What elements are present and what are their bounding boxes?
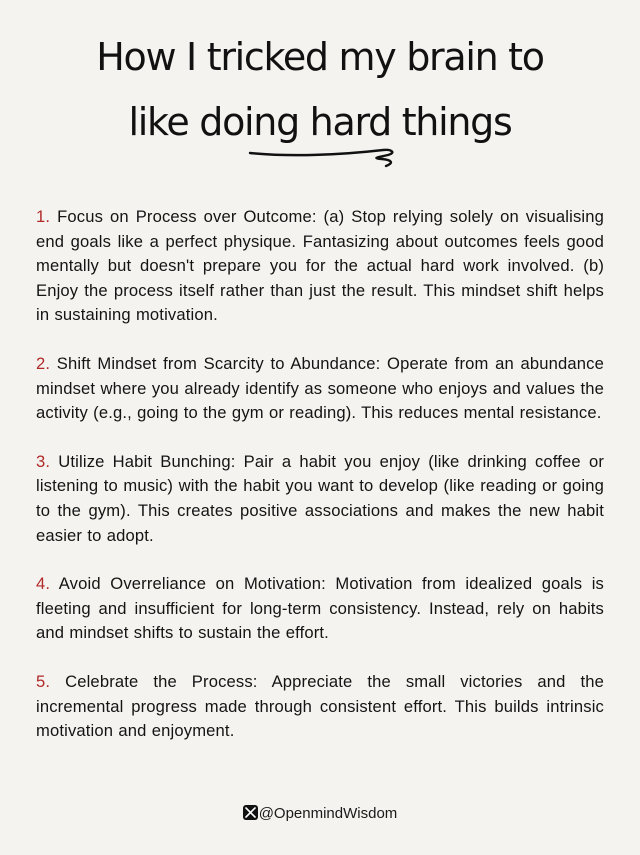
page-title-line-2: like doing hard things — [128, 100, 512, 144]
item-number: 4. — [36, 574, 51, 594]
item-number: 5. — [36, 671, 51, 691]
author-handle[interactable]: @OpenmindWisdom — [258, 805, 398, 822]
item-number: 3. — [36, 451, 51, 471]
title-underline-swoosh — [240, 141, 400, 177]
item-text: Utilize Habit Bunching: Pair a habit you enjoy (like drinking coffee or listening to music) with the habit you want to develop (like reading or going to the gym). This creates positive associations and makes the new habit easier to adopt. — [36, 451, 604, 545]
footer-credit — [0, 804, 640, 824]
tips-list — [36, 205, 604, 768]
item-text: Avoid Overreliance on Motivation: Motivation from idealized goals is fleeting and insufficient for long-term consistency. Instead, rely on habits and mindset shifts to sustain the effort. — [36, 574, 604, 643]
item-text: Focus on Process over Outcome: (a) Stop relying solely on visualising end goals like a perfect physique. Fantasizing about outcomes feels good mentally but doesn't prepare you for the actual hard work involved. (b) Enjoy the process itself rather than just the result. This mindset shift helps in sustaining motivation. — [36, 207, 604, 325]
list-item — [36, 352, 604, 426]
item-number: 2. — [36, 353, 51, 373]
list-item — [36, 670, 604, 744]
list-item — [36, 450, 604, 548]
list-item — [36, 572, 604, 646]
item-text: Shift Mindset from Scarcity to Abundance: Operate from an abundance mindset where you already identify as someone who enjoys and values the activity (e.g., going to the gym or reading). This reduces mental resistance. — [36, 353, 604, 423]
x-logo-icon — [243, 805, 258, 820]
list-item — [36, 205, 604, 328]
item-text: Celebrate the Process: Appreciate the small victories and the incremental progress made through consistent effort. This builds intrinsic motivation and enjoyment. — [36, 671, 604, 741]
item-number: 1. — [36, 207, 51, 226]
page-title-line-1: How I tricked my brain to — [96, 35, 544, 79]
